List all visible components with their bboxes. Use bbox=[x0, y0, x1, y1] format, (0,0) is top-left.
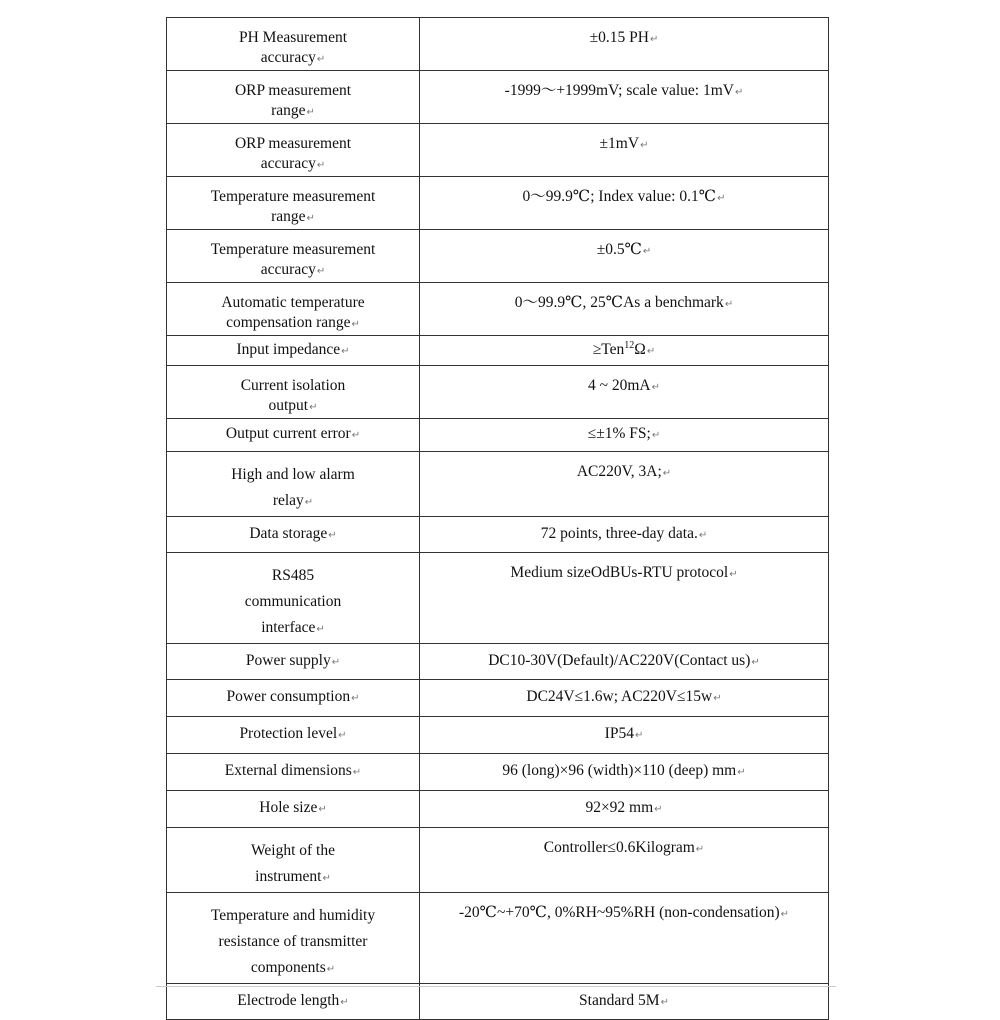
row-value: AC220V, 3A;↵ bbox=[420, 452, 829, 517]
row-label: Temperature measurement range↵ bbox=[167, 177, 420, 230]
table-row bbox=[167, 828, 829, 893]
paragraph-mark-icon: ↵ bbox=[316, 54, 326, 65]
row-label: Temperature measurement accuracy↵ bbox=[167, 230, 420, 283]
table-row bbox=[167, 71, 829, 124]
table-row bbox=[167, 283, 829, 336]
row-label: Automatic temperature compensation range↵ bbox=[167, 283, 420, 336]
row-label: ORP measurement accuracy↵ bbox=[167, 124, 420, 177]
row-value: IP54↵ bbox=[420, 717, 829, 754]
row-value: Controller≤0.6Kilogram↵ bbox=[420, 828, 829, 893]
row-value: ±0.5℃↵ bbox=[420, 230, 829, 283]
page-edge-divider bbox=[156, 986, 836, 987]
paragraph-mark-icon: ↵ bbox=[662, 468, 672, 479]
paragraph-mark-icon: ↵ bbox=[642, 246, 652, 257]
paragraph-mark-icon: ↵ bbox=[352, 767, 362, 778]
row-label: Protection level↵ bbox=[167, 717, 420, 754]
row-label: RS485 communication interface↵ bbox=[167, 553, 420, 644]
paragraph-mark-icon: ↵ bbox=[717, 193, 726, 204]
table-row bbox=[167, 791, 829, 828]
row-value: 92×92 mm↵ bbox=[420, 791, 829, 828]
row-value: ≥Ten$^{12}$Ω↵ bbox=[420, 336, 829, 366]
table-row bbox=[167, 717, 829, 754]
table-row bbox=[167, 336, 829, 366]
row-value: ±0.15 PH↵ bbox=[420, 18, 829, 71]
row-value: 96 (long)×96 (width)×110 (deep) mm↵ bbox=[420, 754, 829, 791]
row-value: Standard 5M↵ bbox=[420, 984, 829, 1020]
row-label: Data storage↵ bbox=[167, 517, 420, 553]
paragraph-mark-icon: ↵ bbox=[729, 569, 738, 580]
paragraph-mark-icon: ↵ bbox=[737, 767, 746, 778]
row-value: Medium sizeOdBUs-RTU protocol↵ bbox=[420, 553, 829, 644]
paragraph-mark-icon: ↵ bbox=[340, 996, 349, 1008]
row-value: ≤±1% FS;↵ bbox=[420, 419, 829, 452]
paragraph-mark-icon: ↵ bbox=[304, 497, 314, 508]
paragraph-mark-icon: ↵ bbox=[351, 693, 360, 704]
table-row bbox=[167, 984, 829, 1020]
table-row bbox=[167, 680, 829, 717]
row-value: 0～99.9℃, 25℃As a benchmark↵ bbox=[420, 283, 829, 336]
row-label: Temperature and humidity resistance of transmitter components↵ bbox=[167, 893, 420, 984]
row-value: 4 ~ 20mA↵ bbox=[420, 366, 829, 419]
table-row bbox=[167, 177, 829, 230]
paragraph-mark-icon: ↵ bbox=[751, 656, 760, 668]
row-label: PH Measurement accuracy↵ bbox=[167, 18, 420, 71]
paragraph-mark-icon: ↵ bbox=[651, 382, 661, 393]
paragraph-mark-icon: ↵ bbox=[341, 345, 350, 357]
paragraph-mark-icon: ↵ bbox=[695, 844, 705, 855]
row-value: DC24V≤1.6w; AC220V≤15w↵ bbox=[420, 680, 829, 717]
row-label: High and low alarm relay↵ bbox=[167, 452, 420, 517]
paragraph-mark-icon: ↵ bbox=[698, 529, 708, 541]
table-row bbox=[167, 366, 829, 419]
row-value: ±1mV↵ bbox=[420, 124, 829, 177]
paragraph-mark-icon: ↵ bbox=[306, 213, 315, 224]
row-value: 0～99.9℃; Index value: 0.1℃↵ bbox=[420, 177, 829, 230]
paragraph-mark-icon: ↵ bbox=[309, 402, 318, 413]
paragraph-mark-icon: ↵ bbox=[646, 345, 656, 357]
table-row bbox=[167, 644, 829, 680]
paragraph-mark-icon: ↵ bbox=[654, 804, 663, 815]
paragraph-mark-icon: ↵ bbox=[660, 996, 669, 1008]
table-row bbox=[167, 419, 829, 452]
paragraph-mark-icon: ↵ bbox=[322, 873, 331, 884]
paragraph-mark-icon: ↵ bbox=[713, 693, 722, 704]
table-row bbox=[167, 18, 829, 71]
row-label: Current isolation output↵ bbox=[167, 366, 420, 419]
table-row bbox=[167, 452, 829, 517]
row-value: 72 points, three-day data.↵ bbox=[420, 517, 829, 553]
paragraph-mark-icon: ↵ bbox=[649, 34, 659, 45]
paragraph-mark-icon: ↵ bbox=[316, 266, 326, 277]
paragraph-mark-icon: ↵ bbox=[331, 656, 341, 668]
paragraph-mark-icon: ↵ bbox=[316, 624, 325, 635]
table-row bbox=[167, 893, 829, 984]
paragraph-mark-icon: ↵ bbox=[734, 87, 744, 98]
row-label: ORP measurement range↵ bbox=[167, 71, 420, 124]
paragraph-mark-icon: ↵ bbox=[640, 140, 649, 151]
row-label: External dimensions↵ bbox=[167, 754, 420, 791]
paragraph-mark-icon: ↵ bbox=[780, 909, 790, 920]
table-row bbox=[167, 230, 829, 283]
paragraph-mark-icon: ↵ bbox=[306, 107, 315, 118]
row-label: Power consumption↵ bbox=[167, 680, 420, 717]
paragraph-mark-icon: ↵ bbox=[634, 730, 644, 741]
spec-table bbox=[166, 17, 829, 1020]
paragraph-mark-icon: ↵ bbox=[318, 804, 327, 815]
paragraph-mark-icon: ↵ bbox=[351, 319, 360, 330]
table-row bbox=[167, 754, 829, 791]
row-value: DC10-30V(Default)/AC220V(Contact us)↵ bbox=[420, 644, 829, 680]
paragraph-mark-icon: ↵ bbox=[351, 430, 361, 441]
table-row bbox=[167, 553, 829, 644]
row-value: -1999～+1999mV; scale value: 1mV↵ bbox=[420, 71, 829, 124]
row-label: Power supply↵ bbox=[167, 644, 420, 680]
row-value: -20℃~+70℃, 0%RH~95%RH (non-condensation)↵ bbox=[420, 893, 829, 984]
table-row bbox=[167, 124, 829, 177]
paragraph-mark-icon: ↵ bbox=[651, 430, 661, 441]
row-label: Weight of the instrument↵ bbox=[167, 828, 420, 893]
table-row bbox=[167, 517, 829, 553]
paragraph-mark-icon: ↵ bbox=[316, 160, 326, 171]
row-label: Input impedance↵ bbox=[167, 336, 420, 366]
row-label: Output current error↵ bbox=[167, 419, 420, 452]
paragraph-mark-icon: ↵ bbox=[328, 529, 337, 541]
paragraph-mark-icon: ↵ bbox=[326, 964, 336, 975]
row-label: Hole size↵ bbox=[167, 791, 420, 828]
paragraph-mark-icon: ↵ bbox=[338, 730, 347, 741]
row-label: Electrode length↵ bbox=[167, 984, 420, 1020]
paragraph-mark-icon: ↵ bbox=[724, 299, 734, 310]
